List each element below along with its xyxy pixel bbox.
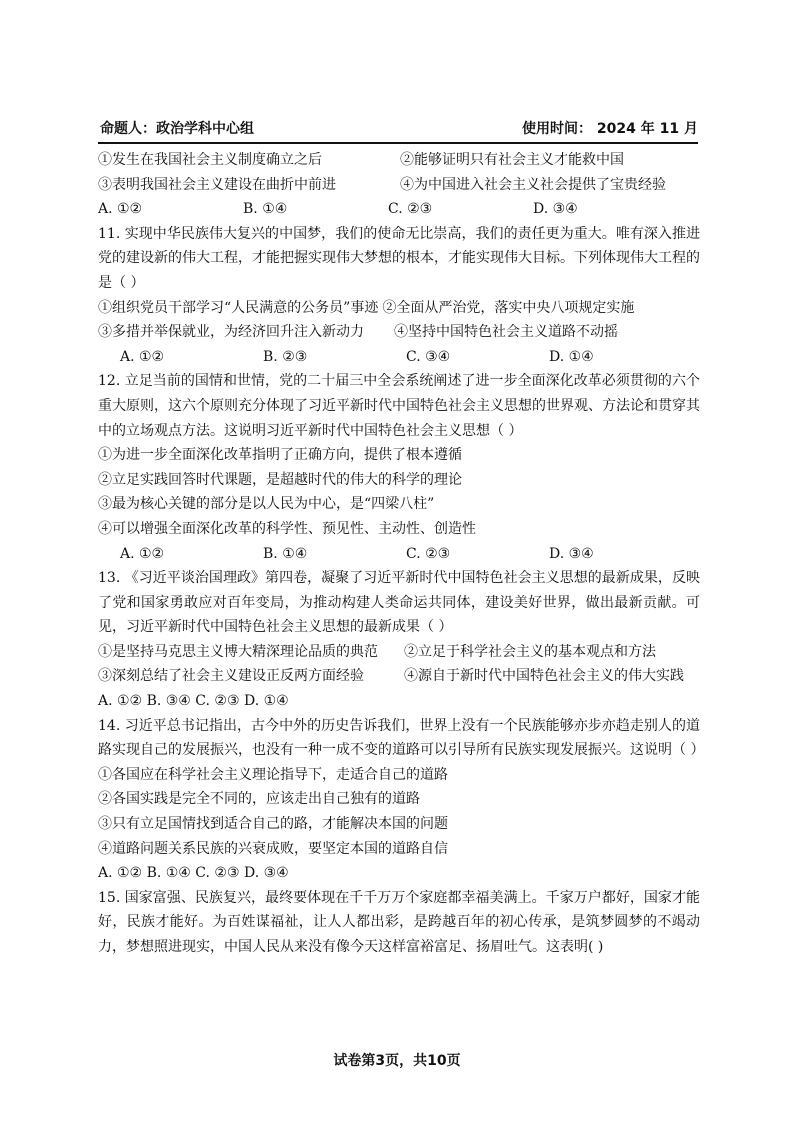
q11-choice-c: C. ③④ bbox=[406, 348, 451, 365]
q11-options-row-2 bbox=[98, 320, 700, 345]
q12-stem: 12. 立足当前的国情和世情，党的二十届三中全会系统阐述了进一步全面深化改革必须贯彻的六个重大原则，这六个原则充分体现了习近平新时代中国特色社会主义思想的世界观、方法论和贯穿其中的立场观点方法。这说明习近平新时代中国特色社会主义思想（ ） bbox=[98, 373, 700, 439]
q14-stem: 14. 习近平总书记指出，古今中外的历史告诉我们，世界上没有一个民族能够亦步亦趋走别人的道路实现自己的发展振兴，也没有一种一成不变的道路可以引导所有民族实现发展振兴。这说明（ ） bbox=[98, 717, 705, 759]
q13-options-row-1 bbox=[98, 640, 700, 665]
q10-option-4: ④为中国进入社会主义社会提供了宝贵经验 bbox=[400, 176, 666, 193]
q12-option-1: ①为进一步全面深化改革指明了正确方向，提供了根本遵循 bbox=[98, 447, 462, 464]
q14-option-1: ①各国应在科学社会主义理论指导下，走适合自己的道路 bbox=[98, 766, 448, 783]
q14-choices: A. ①② B. ①④ C. ②③ D. ③④ bbox=[98, 865, 289, 882]
header-divider bbox=[98, 142, 698, 144]
q11-choices bbox=[98, 345, 700, 370]
q12-choice-b: B. ①④ bbox=[263, 545, 308, 562]
q10-option-3: ③表明我国社会主义建设在曲折中前进 bbox=[98, 176, 336, 193]
q12-option-3: ③最为核心关键的部分是以人民为中心，是“四梁八柱” bbox=[98, 496, 435, 513]
q13-choices: A. ①② B. ③④ C. ②③ D. ①④ bbox=[98, 693, 289, 710]
q11-option-4: ④坚持中国特色社会主义道路不动摇 bbox=[394, 324, 618, 341]
usage-date: 使用时间： 2024 年 11 月 bbox=[522, 121, 698, 137]
q11-options-row-1 bbox=[98, 296, 700, 321]
question-content bbox=[98, 148, 705, 960]
q13-option-2: ②立足于科学社会主义的基本观点和方法 bbox=[404, 643, 656, 660]
q11-option-3: ③多措并举保就业，为经济回升注入新动力 bbox=[98, 324, 364, 341]
q11-choice-b: B. ②③ bbox=[263, 348, 308, 365]
q13-option-3: ③深刻总结了社会主义建设正反两方面经验 bbox=[98, 668, 364, 685]
q10-choices bbox=[98, 197, 700, 222]
q10-option-1: ①发生在我国社会主义制度确立之后 bbox=[98, 152, 322, 168]
q10-choice-b: B. ①④ bbox=[243, 201, 288, 218]
q13-options-row-2 bbox=[98, 664, 700, 689]
q15-stem: 15. 国家富强、民族复兴，最终要体现在千千万万个家庭都幸福美满上。千家万户都好，国家才能好，民族才能好。为百姓谋福祉，让人人都出彩，是跨越百年的初心传承，是筑梦圆梦的不竭动力，梦想照进现实，中国人民从来没有像今天这样富裕富足、扬眉吐气。这表明( ) bbox=[98, 889, 700, 955]
page-header bbox=[100, 118, 698, 138]
q14-option-4: ④道路问题关系民族的兴衰成败，要坚定本国的道路自信 bbox=[98, 840, 448, 857]
q12-choices bbox=[98, 542, 700, 567]
q13-option-4: ④源自于新时代中国特色社会主义的伟大实践 bbox=[404, 668, 684, 685]
q11-option-2: ②全面从严治党，落实中央八项规定实施 bbox=[382, 299, 635, 316]
q11-option-1: ①组织党员干部学习“人民满意的公务员”事迹 bbox=[98, 299, 379, 316]
q14-option-3: ③只有立足国情找到适合自己的路，才能解决本国的问题 bbox=[98, 816, 448, 833]
q12-option-4: ④可以增强全面深化改革的科学性、预见性、主动性、创造性 bbox=[98, 520, 476, 537]
q14-option-2: ②各国实践是完全不同的，应该走出自己独有的道路 bbox=[98, 791, 420, 808]
q12-option-2: ②立足实践回答时代课题，是超越时代的伟大的科学的理论 bbox=[98, 471, 462, 488]
q12-choice-c: C. ②③ bbox=[406, 545, 451, 562]
q12-choice-d: D. ③④ bbox=[549, 545, 594, 562]
q10-choice-c: C. ②③ bbox=[388, 201, 433, 218]
q11-choice-a: A. ①② bbox=[120, 348, 165, 365]
q11-choice-d: D. ①④ bbox=[549, 348, 594, 365]
q10-option-2: ②能够证明只有社会主义才能救中国 bbox=[400, 152, 624, 168]
q12-choice-a: A. ①② bbox=[120, 545, 165, 562]
author-label: 命题人：政治学科中心组 bbox=[100, 121, 254, 137]
q10-choice-d: D. ③④ bbox=[533, 201, 578, 218]
q13-option-1: ①是坚持马克思主义博大精深理论品质的典范 bbox=[98, 643, 378, 660]
q10-options-row-1 bbox=[98, 148, 700, 173]
q10-options-row-2 bbox=[98, 173, 700, 198]
q10-choice-a: A. ①② bbox=[98, 201, 143, 218]
q11-stem: 11. 实现中华民族伟大复兴的中国梦，我们的使命无比崇高，我们的责任更为重大。唯有深入推进党的建设新的伟大工程，才能把握实现伟大梦想的根本，才能实现伟大目标。下列体现伟大工程的是（ ） bbox=[98, 225, 700, 291]
page-footer: 试卷第3页，共10页 bbox=[333, 1053, 461, 1069]
q13-stem: 13. 《习近平谈治国理政》第四卷，凝聚了习近平新时代中国特色社会主义思想的最新成果，反映了党和国家勇敢应对百年变局，为推动构建人类命运共同体，建设美好世界，做出最新贡献。可见，习近平新时代中国特色社会主义思想的最新成果（ ） bbox=[98, 570, 700, 636]
